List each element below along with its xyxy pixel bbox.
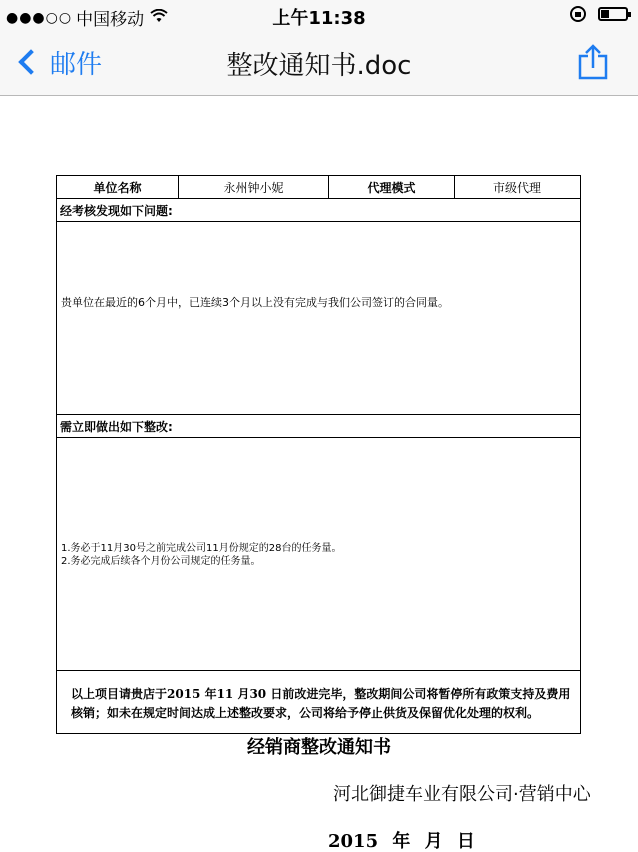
document-viewer[interactable] [0,97,638,852]
notice-heading: 经销商整改通知书 [247,737,391,758]
issues-text: 贵单位在最近的6个月中，已连续3个月以上没有完成与我们公司签订的合同量。 [61,296,449,309]
status-time: 上午11:38 [272,8,366,29]
signal-strength-icon: ●●●○○ [6,9,73,26]
unit-name-value: 永州钟小妮 [179,176,329,198]
table-row [57,199,580,222]
share-icon [576,44,610,80]
battery-icon [598,7,628,21]
corrections-label: 需立即做出如下整改: [60,419,173,434]
notice-note: 以上项目请贵店于2015 年11 月30 日前改进完毕，整改期间公司将暂停所有政策支持及费用核销；如未在规定时间达成上述整改要求，公司将给予停止供货及保留优化处理的权利。 [71,687,571,720]
notice-table [56,175,581,734]
issue-date: 2015 年 月 日 [328,831,475,852]
status-bar [0,0,638,30]
navigation-bar [0,30,638,96]
agency-mode-value: 市级代理 [492,180,541,195]
document-title: 整改通知书.doc [226,51,412,81]
correction-item: 2.务必完成后续各个月份公司规定的任务量。 [61,556,261,567]
table-row [57,438,580,671]
table-row [57,222,580,415]
table-row [57,176,580,199]
issues-label: 经考核发现如下问题: [60,203,173,218]
issues-section [57,222,580,414]
company-name: 河北御捷车业有限公司·营销中心 [333,784,591,805]
back-label: 邮件 [50,49,103,80]
carrier-name: 中国移动 [76,10,145,30]
share-button[interactable] [576,44,610,80]
table-row [57,671,580,733]
corrections-section [57,438,580,670]
agency-mode-label: 代理模式 [329,176,455,198]
correction-item: 1.务必于11月30号之前完成公司11月份规定的28台的任务量。 [61,543,342,554]
unit-name-label: 单位名称 [57,176,179,198]
rotation-lock-icon [570,6,586,22]
table-row [57,415,580,438]
